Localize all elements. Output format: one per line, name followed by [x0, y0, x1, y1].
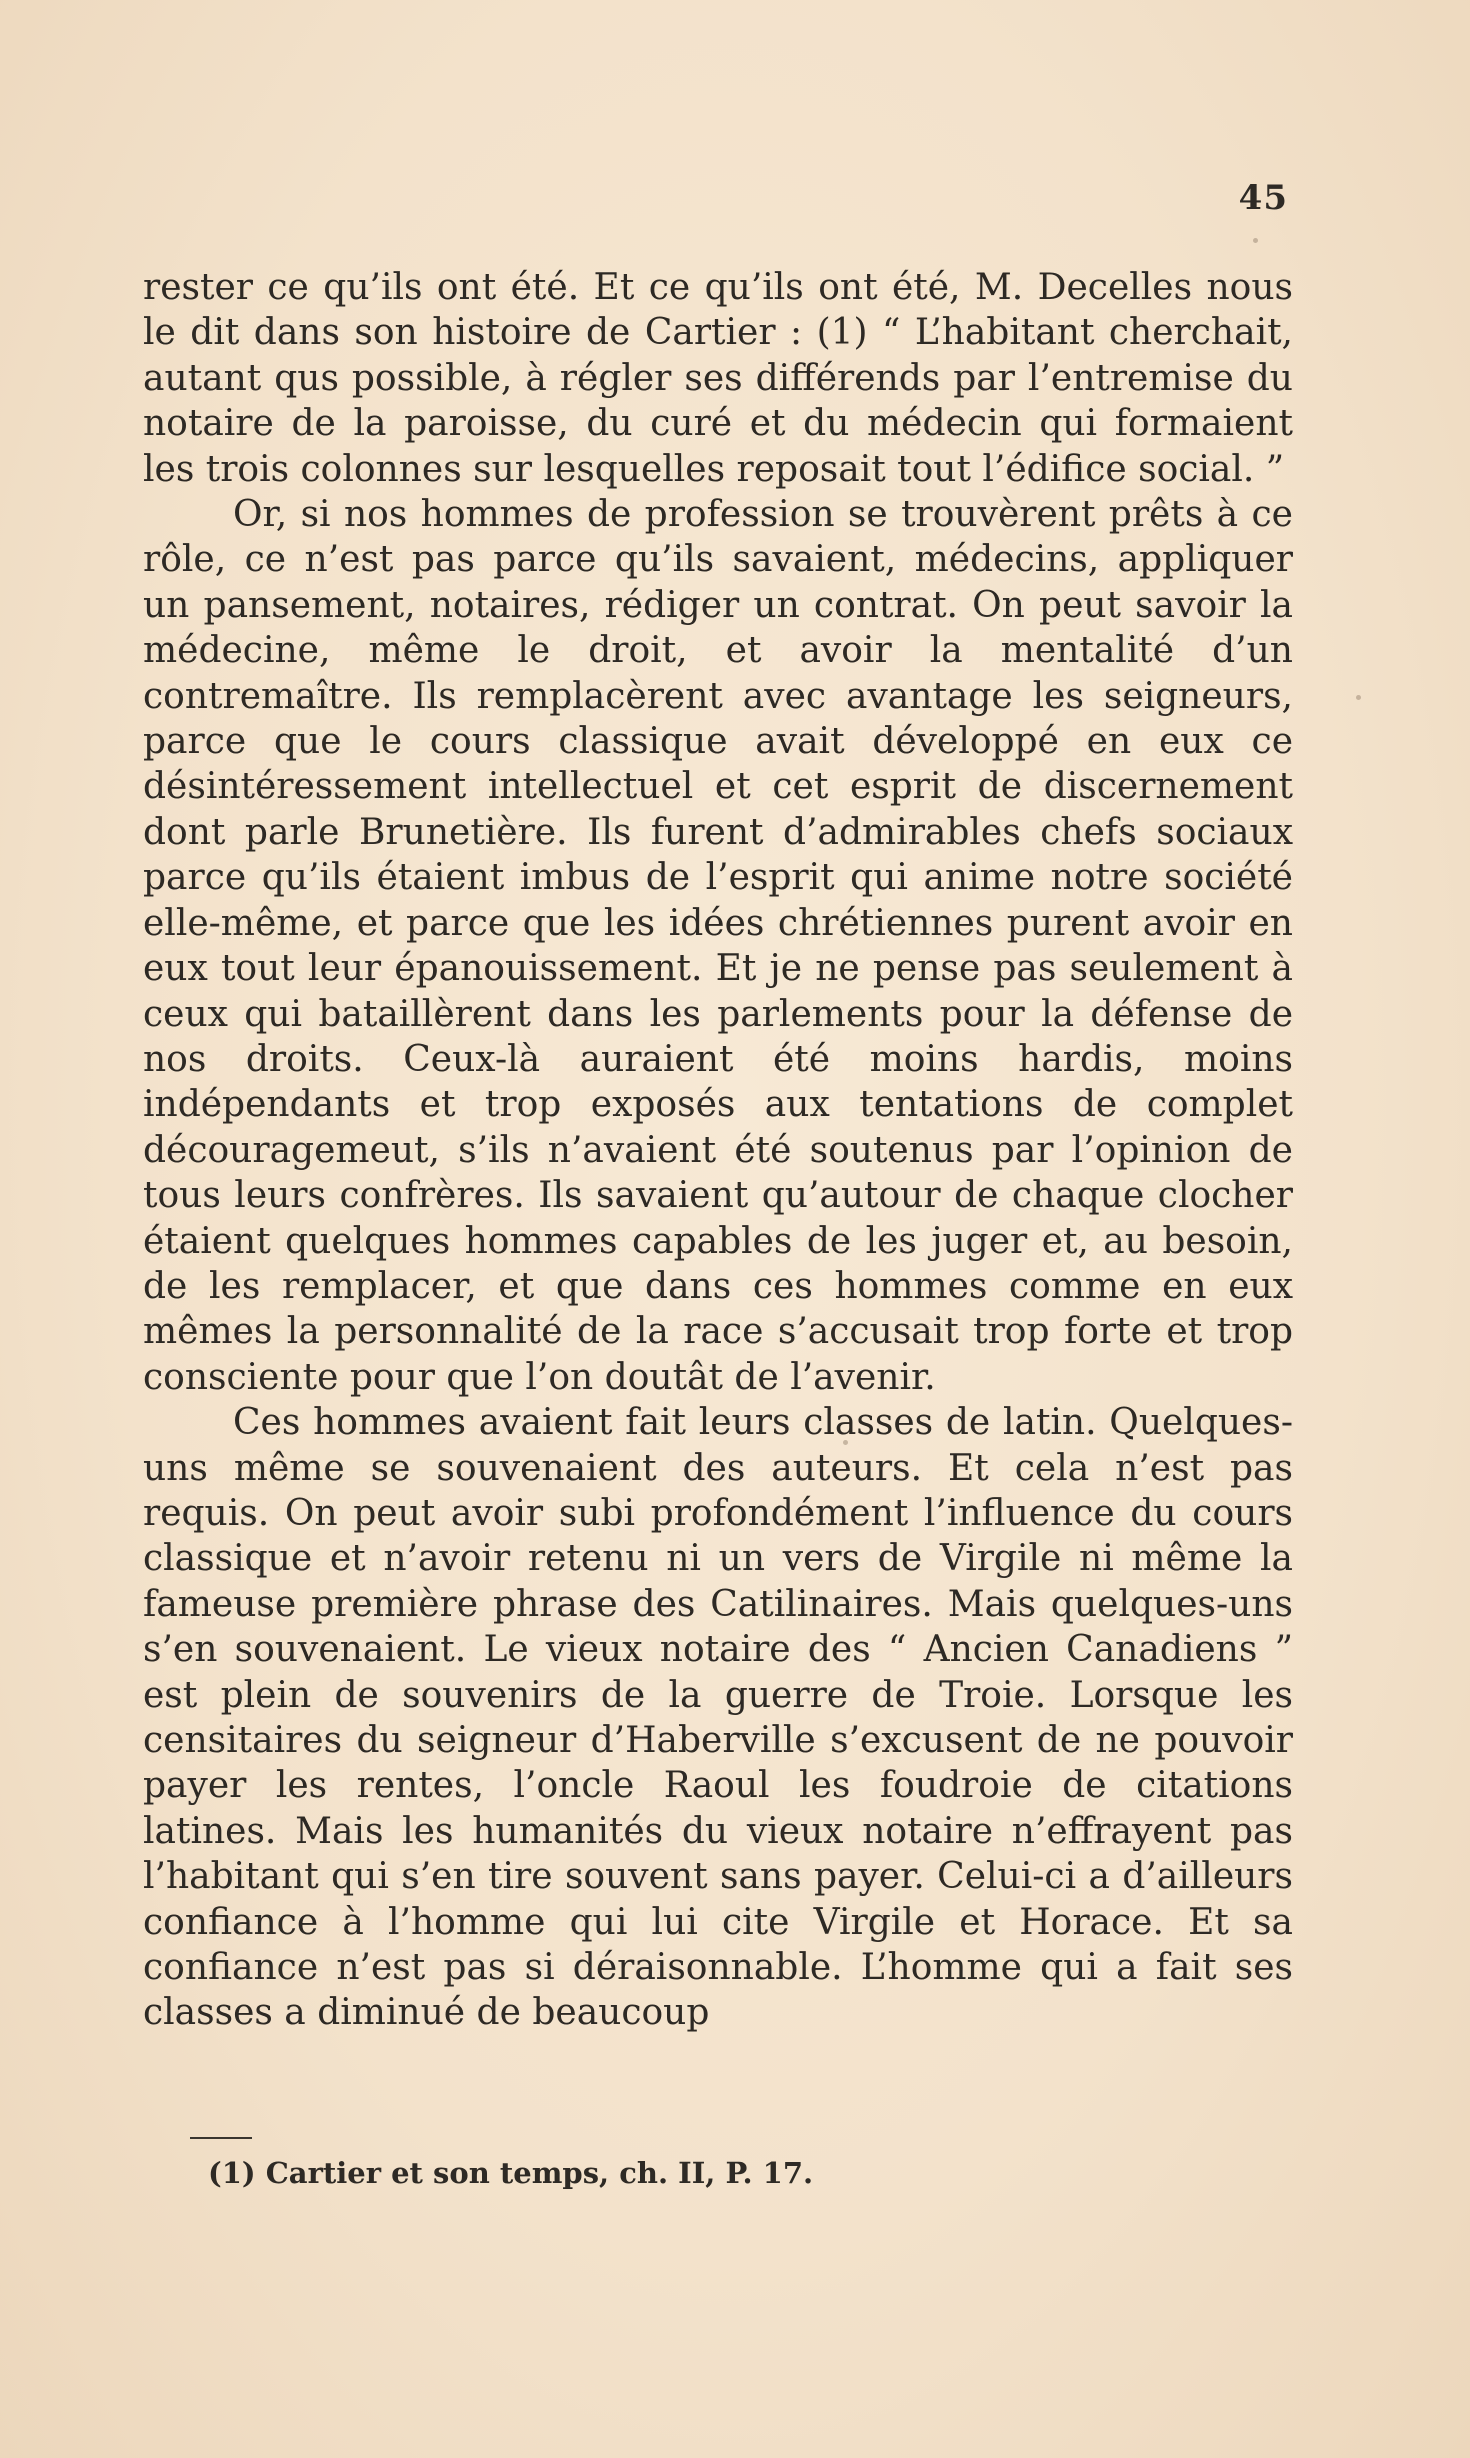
footnote: (1) Cartier et son temps, ch. II, P. 17. — [208, 2156, 814, 2190]
footnote-rule — [190, 2137, 252, 2139]
paragraph-2: Or, si nos hommes de profession se trouvèrent prêts à ce rôle, ce n’est pas parce qu’ils savaient, médecins, appliquer un pansement, notaires, rédiger un contrat. On peut savoir la médecine, même le droit, et avoir la mentalité d’un contremaître. Ils remplacèrent avec avantage les seigneurs, parce que le cours classique avait développé en eux ce désintéressement intellectuel et cet esprit de discernement dont parle Brunetière. Ils furent d’admirables chefs sociaux parce qu’ils étaient imbus de l’esprit qui anime notre société elle-même, et parce que les idées chrétiennes purent avoir en eux tout leur épanouissement. Et je ne pense pas seulement à ceux qui bataillèrent dans les parlements pour la défense de nos droits. Ceux-là auraient été moins hardis, moins indépendants et trop exposés aux tentations de complet découragemeut, s’ils n’avaient été soutenus par l’opinion de tous leurs confrères. Ils savaient qu’autour de chaque clocher étaient quelques hommes capables de les juger et, au besoin, de les remplacer, et que dans ces hommes comme en eux mêmes la personnalité de la race s’accusait trop forte et trop consciente pour que l’on doutât de l’avenir. — [143, 494, 1293, 1398]
body-text — [143, 265, 1293, 2036]
paper-speck — [1253, 238, 1258, 243]
paper-speck — [843, 1440, 848, 1445]
page-number: 45 — [1238, 178, 1288, 218]
paragraph-3: Ces hommes avaient fait leurs classes de latin. Quelques-uns même se souvenaient des auteurs. Et cela n’est pas requis. On peut avoir subi profondément l’influence du cours classique et n’avoir retenu ni un vers de Virgile ni même la fameuse première phrase des Catilinaires. Mais quelques-uns s’en souvenaient. Le vieux notaire des “ Ancien Canadiens ” est plein de souvenirs de la guerre de Troie. Lorsque les censitaires du seigneur d’Haberville s’excusent de ne pouvoir payer les rentes, l’oncle Raoul les foudroie de citations latines. Mais les humanités du vieux notaire n’effrayent pas l’habitant qui s’en tire souvent sans payer. Celui-ci a d’ailleurs confiance à l’homme qui lui cite Virgile et Horace. Et sa confiance n’est pas si déraisonnable. L’homme qui a fait ses classes a diminué de beaucoup — [143, 1402, 1293, 2034]
paragraph-1: rester ce qu’ils ont été. Et ce qu’ils ont été, M. Decelles nous le dit dans son histoire de Cartier : (1) “ L’habitant cherchait, autant qus possible, à régler ses différends par l’entremise du notaire de la paroisse, du curé et du médecin qui formaient les trois colonnes sur lesquelles reposait tout l’édifice social. ” — [143, 267, 1293, 490]
paper-speck — [1356, 695, 1361, 700]
